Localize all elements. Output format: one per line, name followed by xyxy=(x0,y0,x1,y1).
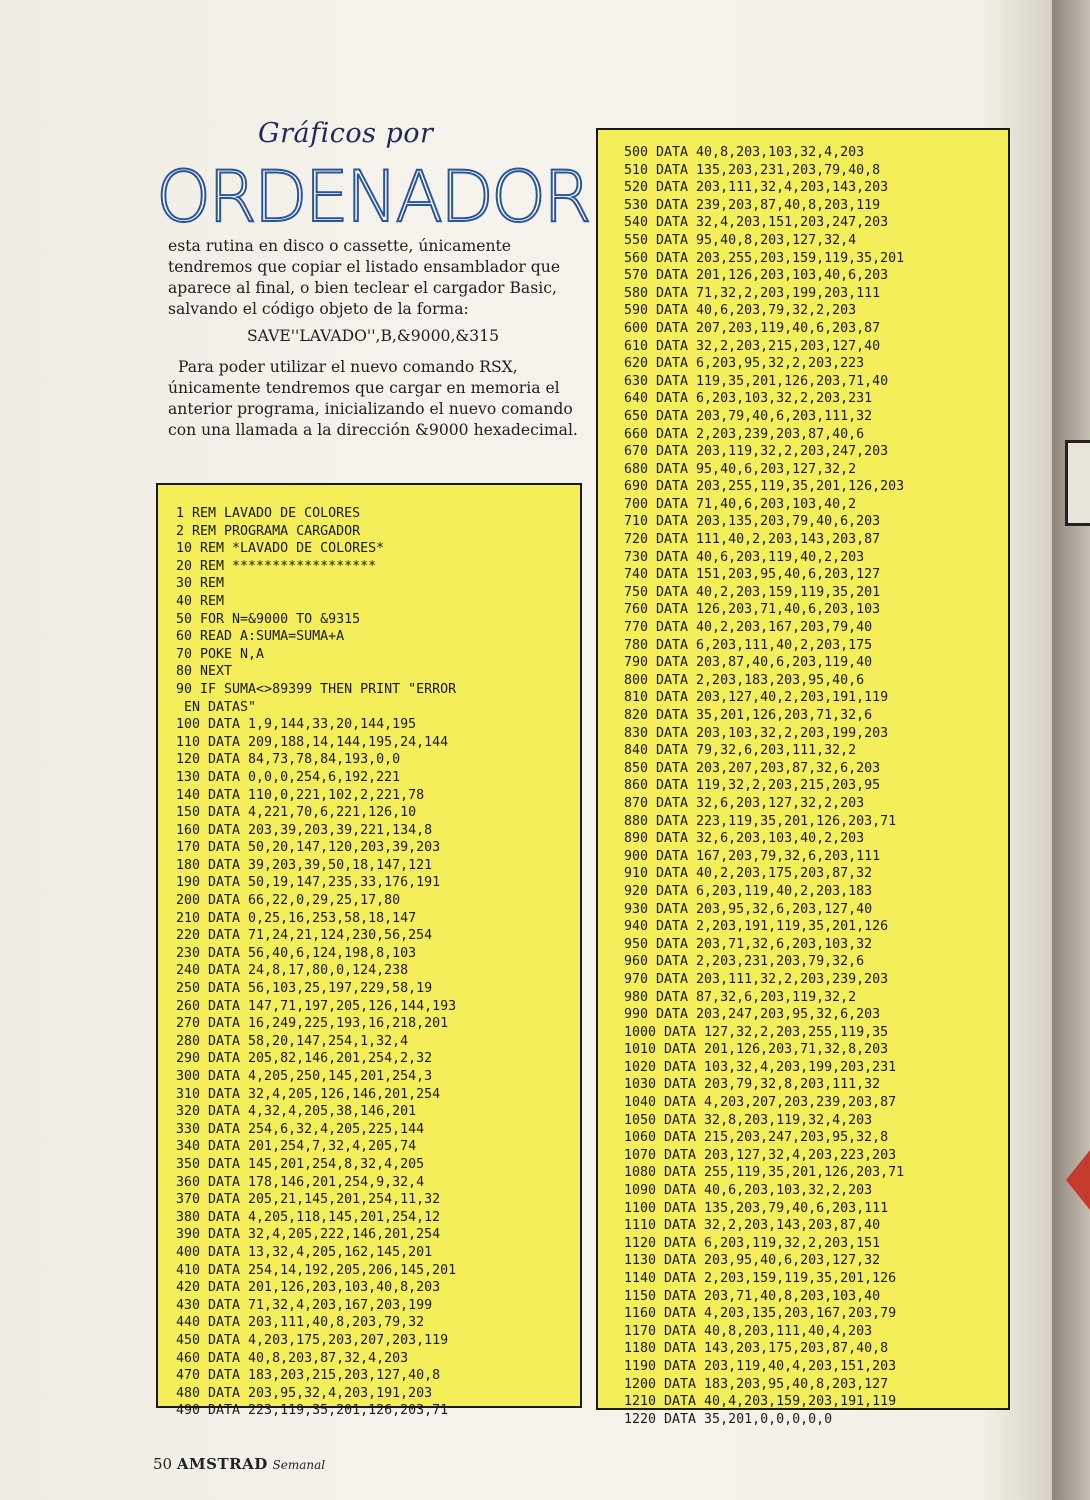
listing-line: 1040 DATA 4,203,207,203,239,203,87 xyxy=(624,1095,897,1111)
listing-line: 890 DATA 32,6,203,103,40,2,203 xyxy=(624,831,865,847)
listing-line: 190 DATA 50,19,147,235,33,176,191 xyxy=(176,875,441,891)
listing-line: 550 DATA 95,40,8,203,127,32,4 xyxy=(624,232,857,248)
listing-line: 690 DATA 203,255,119,35,201,126,203 xyxy=(624,479,905,495)
listing-line: 80 NEXT xyxy=(176,664,233,680)
section-script-title: Gráficos por xyxy=(258,118,434,149)
listing-line: 930 DATA 203,95,32,6,203,127,40 xyxy=(624,901,873,917)
basic-listing-left xyxy=(156,483,582,1419)
save-command: SAVE''LAVADO'',B,&9000,&315 xyxy=(246,327,500,345)
intro-paragraph-2: Para poder utilizar el nuevo comando RSX, únicamente tendremos que cargar en memoria el anterior programa, inicializando el nuevo comando con una llamada a la dirección &9000 hexadecimal. xyxy=(168,358,578,439)
listing-line: 610 DATA 32,2,203,215,203,127,40 xyxy=(624,338,881,354)
listing-line: 220 DATA 71,24,21,124,230,56,254 xyxy=(176,928,433,944)
listing-line: 740 DATA 151,203,95,40,6,203,127 xyxy=(624,567,881,583)
listing-line: 870 DATA 32,6,203,127,32,2,203 xyxy=(624,795,865,811)
listing-line: 520 DATA 203,111,32,4,203,143,203 xyxy=(624,180,889,196)
listing-line: 1070 DATA 203,127,32,4,203,223,203 xyxy=(624,1147,897,1163)
listing-line: 1080 DATA 255,119,35,201,126,203,71 xyxy=(624,1165,905,1181)
intro-text xyxy=(168,236,578,441)
listing-line: 1020 DATA 103,32,4,203,199,203,231 xyxy=(624,1059,897,1075)
listing-line: 1 REM LAVADO DE COLORES xyxy=(176,506,361,521)
listing-line: 300 DATA 4,205,250,145,201,254,3 xyxy=(176,1069,433,1084)
listing-line: 910 DATA 40,2,203,175,203,87,32 xyxy=(624,866,873,882)
listing-line: 230 DATA 56,40,6,124,198,8,103 xyxy=(176,945,417,961)
listing-line: 670 DATA 203,119,32,2,203,247,203 xyxy=(624,444,889,460)
listing-line: 960 DATA 2,203,231,203,79,32,6 xyxy=(624,954,865,970)
listing-line: 410 DATA 254,14,192,205,206,145,201 xyxy=(176,1262,457,1278)
listing-line: 940 DATA 2,203,191,119,35,201,126 xyxy=(624,919,889,935)
listing-line: 320 DATA 4,32,4,205,38,146,201 xyxy=(176,1104,417,1120)
listing-line: 130 DATA 0,0,0,254,6,192,221 xyxy=(176,769,401,785)
listing-line: 160 DATA 203,39,203,39,221,134,8 xyxy=(176,822,433,838)
listing-line: 950 DATA 203,71,32,6,203,103,32 xyxy=(624,936,873,952)
listing-line: 470 DATA 183,203,215,203,127,40,8 xyxy=(176,1368,441,1384)
listing-line: 240 DATA 24,8,17,80,0,124,238 xyxy=(176,963,409,979)
listing-line: 1170 DATA 40,8,203,111,40,4,203 xyxy=(624,1323,873,1339)
listing-line: 110 DATA 209,188,14,144,195,24,144 xyxy=(176,734,449,750)
listing-line: 420 DATA 201,126,203,103,40,8,203 xyxy=(176,1280,441,1296)
listing-line: 1100 DATA 135,203,79,40,6,203,111 xyxy=(624,1200,889,1216)
listing-line: 150 DATA 4,221,70,6,221,126,10 xyxy=(176,805,417,821)
listing-line: 900 DATA 167,203,79,32,6,203,111 xyxy=(624,848,881,864)
listing-line: 280 DATA 58,20,147,254,1,32,4 xyxy=(176,1033,409,1049)
listing-line: 1150 DATA 203,71,40,8,203,103,40 xyxy=(624,1288,881,1304)
listing-line: 640 DATA 6,203,103,32,2,203,231 xyxy=(624,391,873,407)
listing-line: 500 DATA 40,8,203,103,32,4,203 xyxy=(624,145,865,160)
page-footer xyxy=(153,1455,325,1473)
listing-line: 1030 DATA 203,79,32,8,203,111,32 xyxy=(624,1077,881,1093)
listing-line: 1210 DATA 40,4,203,159,203,191,119 xyxy=(624,1394,897,1410)
listing-line: 50 FOR N=&9000 TO &9315 xyxy=(176,611,361,627)
listing-line: 350 DATA 145,201,254,8,32,4,205 xyxy=(176,1156,425,1172)
listing-line: 600 DATA 207,203,119,40,6,203,87 xyxy=(624,320,881,336)
listing-line: 1060 DATA 215,203,247,203,95,32,8 xyxy=(624,1130,889,1146)
listing-line: 1180 DATA 143,203,175,203,87,40,8 xyxy=(624,1341,889,1357)
listing-line: 120 DATA 84,73,78,84,193,0,0 xyxy=(176,752,401,768)
listing-line: 810 DATA 203,127,40,2,203,191,119 xyxy=(624,690,889,706)
page-spine-edge xyxy=(1052,0,1090,1500)
listing-line: 760 DATA 126,203,71,40,6,203,103 xyxy=(624,602,881,618)
listing-line: 510 DATA 135,203,231,203,79,40,8 xyxy=(624,162,881,178)
listing-line: 860 DATA 119,32,2,203,215,203,95 xyxy=(624,778,881,794)
listing-line: 630 DATA 119,35,201,126,203,71,40 xyxy=(624,373,889,389)
listing-line: 450 DATA 4,203,175,203,207,203,119 xyxy=(176,1332,449,1348)
listing-line: 1200 DATA 183,203,95,40,8,203,127 xyxy=(624,1376,889,1392)
listing-line: 990 DATA 203,247,203,95,32,6,203 xyxy=(624,1007,881,1023)
listing-line: 1050 DATA 32,8,203,119,32,4,203 xyxy=(624,1112,873,1128)
listing-line: 210 DATA 0,25,16,253,58,18,147 xyxy=(176,910,417,926)
magazine-subtitle: Semanal xyxy=(272,1458,326,1472)
listing-line: 1190 DATA 203,119,40,4,203,151,203 xyxy=(624,1358,897,1374)
listing-line: 90 IF SUMA<>89399 THEN PRINT "ERROR xyxy=(176,681,457,697)
listing-line: 570 DATA 201,126,203,103,40,6,203 xyxy=(624,268,889,284)
listing-line: 10 REM *LAVADO DE COLORES* xyxy=(176,541,385,557)
listing-line: 400 DATA 13,32,4,205,162,145,201 xyxy=(176,1244,433,1260)
listing-line: 850 DATA 203,207,203,87,32,6,203 xyxy=(624,760,881,776)
listing-line: 140 DATA 110,0,221,102,2,221,78 xyxy=(176,787,425,803)
listing-line: 460 DATA 40,8,203,87,32,4,203 xyxy=(176,1350,409,1366)
listing-line: 360 DATA 178,146,201,254,9,32,4 xyxy=(176,1174,425,1190)
listing-line: 330 DATA 254,6,32,4,205,225,144 xyxy=(176,1121,425,1137)
listing-line: 1090 DATA 40,6,203,103,32,2,203 xyxy=(624,1183,873,1199)
page-number: 50 xyxy=(153,1455,173,1473)
listing-line: 430 DATA 71,32,4,203,167,203,199 xyxy=(176,1297,433,1313)
listing-line: 730 DATA 40,6,203,119,40,2,203 xyxy=(624,549,865,565)
listing-line: 790 DATA 203,87,40,6,203,119,40 xyxy=(624,655,873,671)
listing-line: 800 DATA 2,203,183,203,95,40,6 xyxy=(624,672,865,688)
listing-line: 100 DATA 1,9,144,33,20,144,195 xyxy=(176,717,417,733)
listing-line: 290 DATA 205,82,146,201,254,2,32 xyxy=(176,1051,433,1067)
listing-line: 660 DATA 2,203,239,203,87,40,6 xyxy=(624,426,865,442)
listing-line: 180 DATA 39,203,39,50,18,147,121 xyxy=(176,857,433,873)
listing-line: 490 DATA 223,119,35,201,126,203,71 xyxy=(176,1403,449,1419)
listing-line: 710 DATA 203,135,203,79,40,6,203 xyxy=(624,514,881,530)
listing-line: 1130 DATA 203,95,40,6,203,127,32 xyxy=(624,1253,881,1269)
listing-line: 20 REM ****************** xyxy=(176,558,377,574)
listing-line: 390 DATA 32,4,205,222,146,201,254 xyxy=(176,1227,441,1243)
listing-line: 1110 DATA 32,2,203,143,203,87,40 xyxy=(624,1218,881,1234)
listing-line: 590 DATA 40,6,203,79,32,2,203 xyxy=(624,303,857,319)
listing-line: 770 DATA 40,2,203,167,203,79,40 xyxy=(624,620,873,636)
listing-line: 880 DATA 223,119,35,201,126,203,71 xyxy=(624,813,897,829)
listing-line: 250 DATA 56,103,25,197,229,58,19 xyxy=(176,981,433,997)
listing-line: 1160 DATA 4,203,135,203,167,203,79 xyxy=(624,1306,897,1322)
listing-line: 480 DATA 203,95,32,4,203,191,203 xyxy=(176,1385,433,1401)
listing-line: 2 REM PROGRAMA CARGADOR xyxy=(176,523,361,539)
next-page-bleed-arrow xyxy=(1066,1150,1090,1210)
listing-line: 830 DATA 203,103,32,2,203,199,203 xyxy=(624,725,889,741)
magazine-brand: AMSTRAD xyxy=(176,1455,268,1473)
listing-line: 840 DATA 79,32,6,203,111,32,2 xyxy=(624,743,857,759)
listing-line: 700 DATA 71,40,6,203,103,40,2 xyxy=(624,496,857,512)
listing-line: 530 DATA 239,203,87,40,8,203,119 xyxy=(624,197,881,213)
section-big-title: ORDENADOR xyxy=(156,156,589,238)
listing-line: 750 DATA 40,2,203,159,119,35,201 xyxy=(624,584,881,600)
listing-line: 680 DATA 95,40,6,203,127,32,2 xyxy=(624,461,857,477)
listing-line: 270 DATA 16,249,225,193,16,218,201 xyxy=(176,1016,449,1032)
listing-line: 980 DATA 87,32,6,203,119,32,2 xyxy=(624,989,857,1005)
listing-line: 780 DATA 6,203,111,40,2,203,175 xyxy=(624,637,873,653)
listing-line: 60 READ A:SUMA=SUMA+A xyxy=(176,629,345,645)
listing-line: 170 DATA 50,20,147,120,203,39,203 xyxy=(176,840,441,856)
listing-line: 820 DATA 35,201,126,203,71,32,6 xyxy=(624,708,873,723)
intro-paragraph-1: esta rutina en disco o cassette, únicamente tendremos que copiar el listado ensamblador que aparece al final, o bien teclear el cargador Basic, salvando el código objeto de la forma: xyxy=(168,237,561,318)
listing-line: 380 DATA 4,205,118,145,201,254,12 xyxy=(176,1209,441,1225)
next-page-bleed-graphic xyxy=(1065,440,1090,526)
listing-line: 540 DATA 32,4,203,151,203,247,203 xyxy=(624,215,889,231)
listing-line: 560 DATA 203,255,203,159,119,35,201 xyxy=(624,250,905,266)
listing-line: 580 DATA 71,32,2,203,199,203,111 xyxy=(624,285,881,301)
listing-line: 1120 DATA 6,203,119,32,2,203,151 xyxy=(624,1235,881,1251)
listing-line: 370 DATA 205,21,145,201,254,11,32 xyxy=(176,1192,441,1208)
listing-line: 1140 DATA 2,203,159,119,35,201,126 xyxy=(624,1271,897,1286)
listing-line: 1220 DATA 35,201,0,0,0,0,0 xyxy=(624,1411,833,1427)
listing-line: 620 DATA 6,203,95,32,2,203,223 xyxy=(624,356,865,372)
listing-line: 340 DATA 201,254,7,32,4,205,74 xyxy=(176,1139,417,1155)
listing-line: 30 REM xyxy=(176,576,225,592)
listing-line: EN DATAS" xyxy=(176,699,257,715)
listing-line: 440 DATA 203,111,40,8,203,79,32 xyxy=(176,1315,425,1331)
basic-listing-right xyxy=(596,128,1010,1427)
listing-line: 1000 DATA 127,32,2,203,255,119,35 xyxy=(624,1024,889,1040)
listing-line: 70 POKE N,A xyxy=(176,646,265,662)
listing-line: 200 DATA 66,22,0,29,25,17,80 xyxy=(176,893,401,909)
listing-line: 40 REM xyxy=(176,593,225,609)
listing-line: 260 DATA 147,71,197,205,126,144,193 xyxy=(176,998,457,1014)
listing-line: 1010 DATA 201,126,203,71,32,8,203 xyxy=(624,1042,889,1058)
listing-line: 650 DATA 203,79,40,6,203,111,32 xyxy=(624,408,873,424)
listing-line: 720 DATA 111,40,2,203,143,203,87 xyxy=(624,532,881,548)
listing-line: 310 DATA 32,4,205,126,146,201,254 xyxy=(176,1086,441,1102)
listing-line: 970 DATA 203,111,32,2,203,239,203 xyxy=(624,971,889,987)
listing-line: 920 DATA 6,203,119,40,2,203,183 xyxy=(624,883,873,899)
